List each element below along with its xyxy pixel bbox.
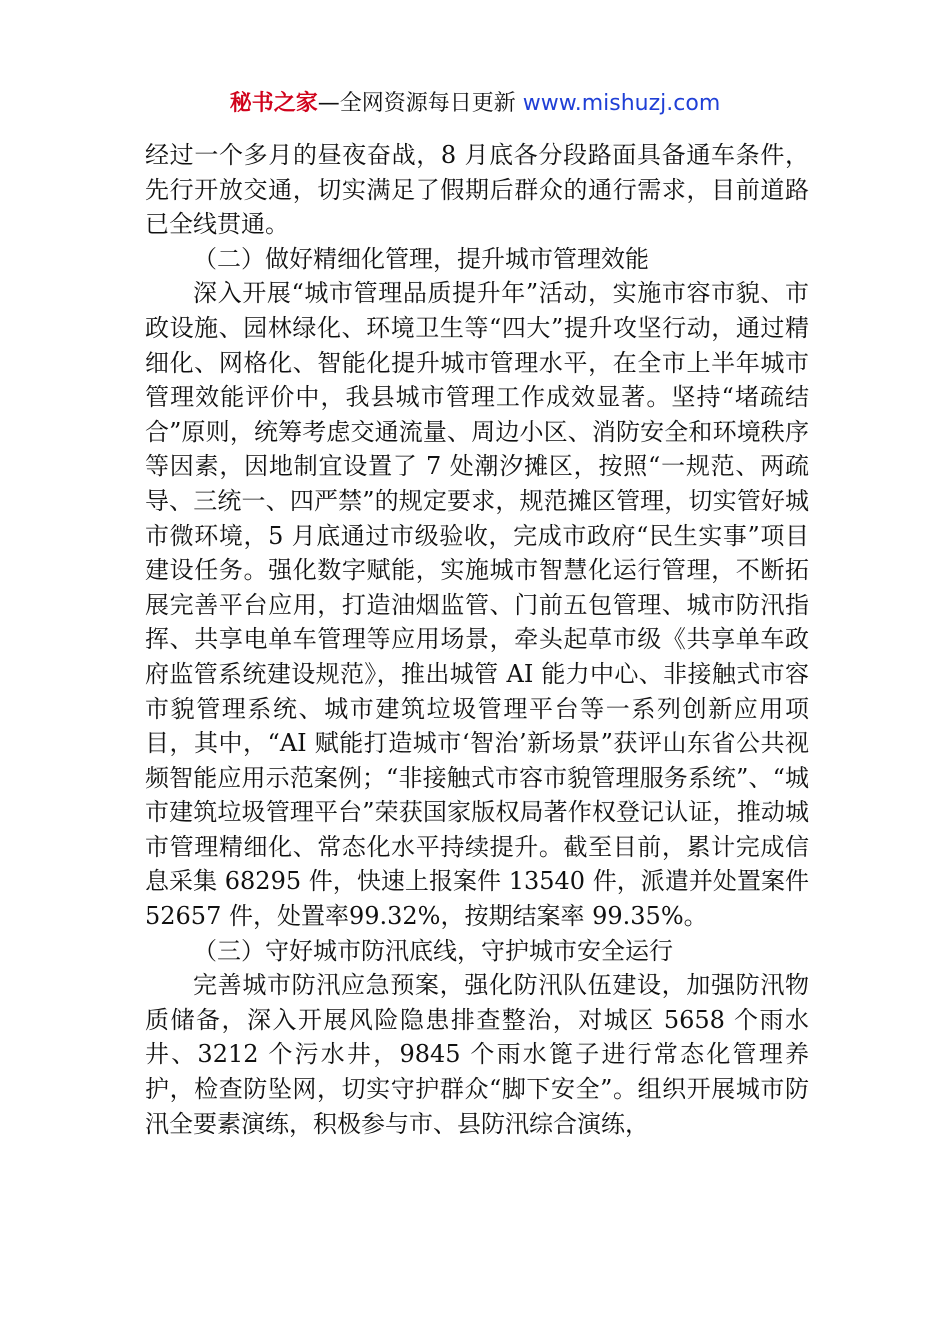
- document-body: [145, 138, 809, 1141]
- section-heading-3: （三）守好城市防汛底线，守护城市安全运行: [193, 936, 673, 965]
- brand-name: 秘书之家: [229, 91, 318, 116]
- site-url-link[interactable]: www.mishuzj.com: [522, 91, 721, 116]
- paragraph-flood-control: 完善城市防汛应急预案，强化防汛队伍建设，加强防汛物质储备，深入开展风险隐患排查整治，对城区 5658 个雨水井、3212 个污水井，9845 个雨水篦子进行常态化管理养护，检查防坠网，切实守护群众“脚下安全”。组织开展城市防汛全要素演练，积极参与市、县防汛综合演练，: [145, 971, 809, 1138]
- header-tagline: —全网资源每日更新: [317, 91, 523, 116]
- paragraph-city-management: 深入开展“城市管理品质提升年”活动，实施市容市貌、市政设施、园林绿化、环境卫生等“四大”提升攻坚行动，通过精细化、网格化、智能化提升城市管理水平，在全市上半年城市管理效能评价中，我县城市管理工作成效显著。坚持“堵疏结合”原则，统筹考虑交通流量、周边小区、消防安全和环境秩序等因素，因地制宜设置了 7 处潮汐摊区，按照“一规范、两疏导、三统一、四严禁”的规定要求，规范摊区管理，切实管好城市微环境，5 月底通过市级验收，完成市政府“民生实事”项目建设任务。强化数字赋能，实施城市智慧化运行管理，不断拓展完善平台应用，打造油烟监管、门前五包管理、城市防汛指挥、共享电单车管理等应用场景，牵头起草市级《共享单车政府监管系统建设规范》，推出城管 AI 能力中心、非接触式市容市貌管理系统、城市建筑垃圾管理平台等一系列创新应用项目，其中，“AI 赋能打造城市‘智治’新场景”获评山东省公共视频智能应用示范案例；“非接触式市容市貌管理服务系统”、“城市建筑垃圾管理平台”荣获国家版权局著作权登记认证，推动城市管理精细化、常态化水平持续提升。截至目前，累计完成信息采集 68295 件，快速上报案件 13540 件，派遣并处置案件 52657 件，处置率99.32%，按期结案率 99.35%。: [145, 279, 809, 931]
- paragraph-continuation: 经过一个多月的昼夜奋战，8 月底各分段路面具备通车条件，先行开放交通，切实满足了假期后群众的通行需求，目前道路已全线贯通。: [145, 141, 809, 239]
- site-header: [0, 88, 950, 120]
- section-heading-2: （二）做好精细化管理，提升城市管理效能: [193, 244, 649, 273]
